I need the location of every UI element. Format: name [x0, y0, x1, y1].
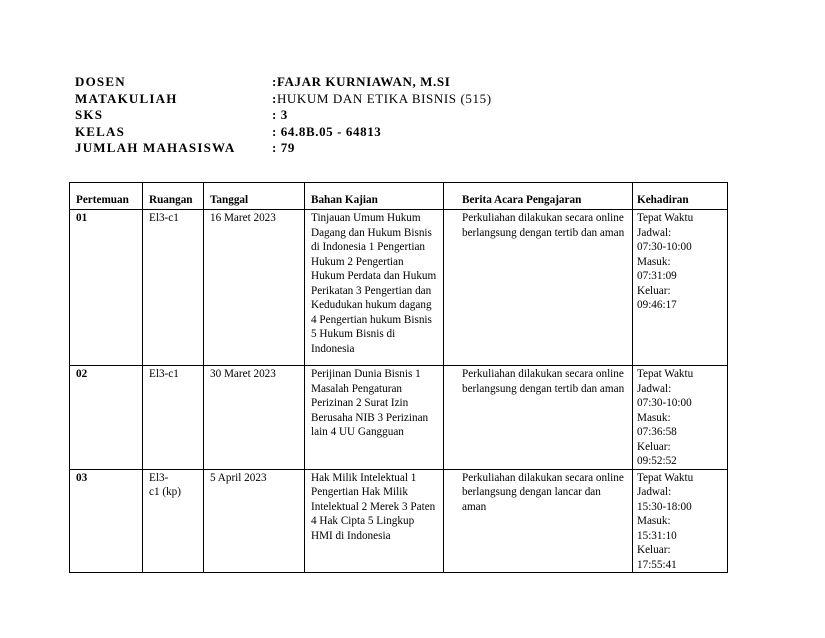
dosen-label: DOSEN: [75, 74, 126, 89]
cell-berita-acara: Perkuliahan dilakukan secara online berlangsung dengan tertib dan aman: [444, 210, 633, 366]
cell-tanggal: 30 Maret 2023: [204, 366, 305, 470]
hadir-jadwal: 07:30-10:00: [637, 241, 692, 253]
cell-kehadiran: [633, 210, 728, 366]
hadir-jadwal-label: Jadwal:: [637, 382, 672, 395]
col-header-pertemuan: Pertemuan: [70, 183, 143, 210]
hadir-keluar-label: Keluar:: [637, 440, 671, 453]
kelas-value: [272, 124, 381, 140]
matakuliah-name: HUKUM DAN ETIKA BISNIS (515): [276, 90, 492, 106]
hadir-masuk-label: Masuk:: [637, 255, 671, 268]
sks-number: 3: [280, 107, 288, 122]
colon: :: [272, 123, 277, 139]
dosen-value: [272, 74, 450, 90]
cell-bahan-kajian: Hak Milik Intelektual 1 Pengertian Hak Milik Intelektual 2 Merek 3 Paten 4 Hak Cipta 5 Lingkup HMI di Indonesia: [305, 469, 444, 573]
cell-ruangan: El3-c1: [143, 366, 204, 470]
attendance-table: [69, 182, 728, 573]
hadir-keluar-label: Keluar:: [637, 544, 671, 556]
ruangan-line: c1 (kp): [149, 486, 181, 498]
cell-pertemuan: 01: [70, 210, 143, 366]
table-row: [70, 210, 728, 366]
hadir-keluar: 09:52:52: [637, 455, 677, 467]
cell-ruangan: El3-c1: [143, 210, 204, 366]
cell-bahan-kajian: Tinjauan Umum Hukum Dagang dan Hukum Bisnis di Indonesia 1 Pengertian Hukum 2 Pengertian Hukum Perdata dan Hukum Perikatan 3 Pengertian dan Kedudukan hukum dagang 4 Pengertian hukum Bisnis 5 Hukum Bisnis di Indonesia: [305, 210, 444, 366]
cell-berita-acara: Perkuliahan dilakukan secara online berlangsung dengan tertib dan aman: [444, 366, 633, 470]
cell-kehadiran: [633, 366, 728, 470]
colon: :: [272, 74, 277, 89]
cell-tanggal: 5 April 2023: [204, 469, 305, 573]
hadir-jadwal: 07:30-10:00: [637, 397, 692, 409]
col-header-kehadiran: Kehadiran: [633, 183, 728, 210]
jumlah-label: JUMLAH MAHASISWA: [75, 140, 236, 155]
hadir-status: Tepat Waktu: [637, 471, 694, 484]
hadir-masuk-label: Masuk:: [637, 411, 671, 424]
hadir-jadwal-label: Jadwal:: [637, 226, 672, 239]
kelas-label: KELAS: [75, 123, 126, 139]
sks-label: SKS: [75, 107, 104, 122]
col-header-ruangan: Ruangan: [143, 183, 204, 210]
cell-ruangan: [143, 469, 204, 573]
table-header-row: [70, 183, 728, 210]
hadir-masuk: 07:36:58: [637, 426, 677, 438]
hadir-masuk: 15:31:10: [637, 529, 677, 542]
hadir-masuk: 07:31:09: [637, 270, 677, 282]
sks-value: [272, 107, 288, 123]
hadir-keluar: 09:46:17: [637, 299, 677, 311]
hadir-keluar-label: Keluar:: [637, 284, 671, 297]
col-header-bahan-kajian: Bahan Kajian: [305, 183, 444, 210]
table-row: [70, 469, 728, 573]
cell-berita-acara: Perkuliahan dilakukan secara online berlangsung dengan lancar dan aman: [444, 469, 633, 573]
table-row: [70, 366, 728, 470]
cell-tanggal: 16 Maret 2023: [204, 210, 305, 366]
hadir-masuk-label: Masuk:: [637, 515, 671, 527]
kelas-code: 64.8B.05 - 64813: [280, 123, 382, 139]
hadir-status: Tepat Waktu: [637, 368, 694, 380]
cell-kehadiran: [633, 469, 728, 573]
cell-pertemuan: 02: [70, 366, 143, 470]
col-header-tanggal: Tanggal: [204, 183, 305, 210]
hadir-keluar: 17:55:41: [637, 558, 677, 571]
jumlah-number: 79: [280, 140, 295, 155]
jumlah-value: [272, 140, 295, 156]
col-header-berita-acara: Berita Acara Pengajaran: [444, 183, 633, 210]
hadir-status: Tepat Waktu: [637, 212, 694, 224]
matakuliah-value: [272, 91, 492, 107]
dosen-name: FAJAR KURNIAWAN, M.SI: [276, 74, 451, 89]
colon: :: [272, 107, 277, 122]
ruangan-line: El3-: [149, 471, 169, 484]
cell-pertemuan: 03: [70, 469, 143, 573]
hadir-jadwal-label: Jadwal:: [637, 486, 672, 498]
colon: :: [272, 90, 277, 106]
colon: :: [272, 140, 277, 155]
hadir-jadwal: 15:30-18:00: [637, 500, 692, 513]
matakuliah-label: MATAKULIAH: [75, 90, 178, 106]
cell-bahan-kajian: Perijinan Dunia Bisnis 1 Masalah Pengaturan Perizinan 2 Surat Izin Berusaha NIB 3 Perizinan lain 4 UU Gangguan: [305, 366, 444, 470]
